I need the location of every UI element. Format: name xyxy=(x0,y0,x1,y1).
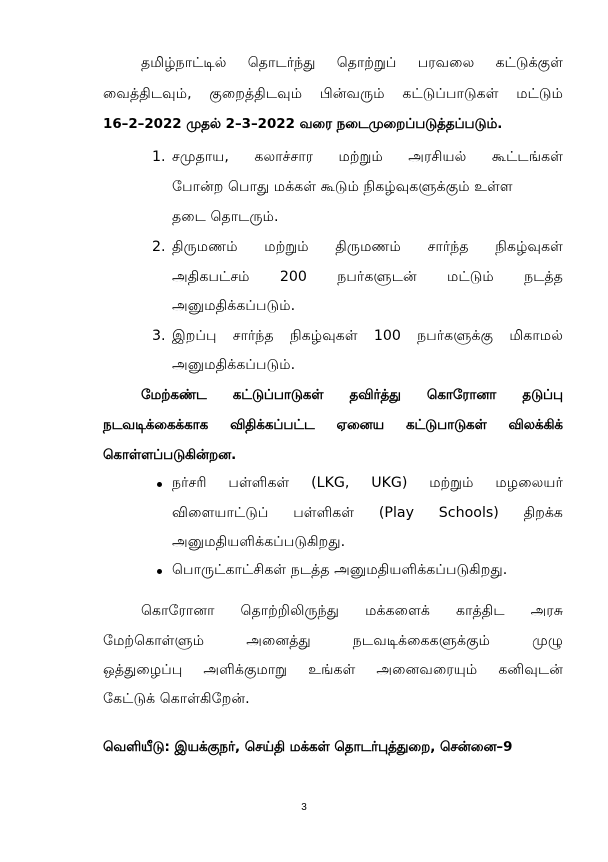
relaxation-line-3: கொள்ளப்படுகின்றன. xyxy=(103,448,237,463)
item-3-line-2: அனுமதிக்கப்படும். xyxy=(172,357,296,373)
intro-line-2: வைத்திடவும், குறைத்திடவும் பின்வரும் கட்டுப்பாடுகள் மட்டும் xyxy=(103,86,563,102)
bullet-1-dot xyxy=(157,482,162,487)
item-1-line-1: சமுதாய, கலாச்சார மற்றும் அரசியல் கூட்டங்கள் xyxy=(172,149,563,165)
item-1-line-2: போன்ற பொது மக்கள் கூடும் நிகழ்வுகளுக்கும் உள்ள xyxy=(172,179,513,195)
bullet-2-line-1: பொருட்காட்சிகள் நடத்த அனுமதியளிக்கப்படுகிறது. xyxy=(172,562,508,578)
appeal-line-2: மேற்கொள்ளும் அனைத்து நடவடிக்கைகளுக்கும் முழு xyxy=(103,633,563,649)
bullet-1-line-3: அனுமதியளிக்கப்படுகிறது. xyxy=(172,534,346,550)
appeal-line-1: கொரோனா தொற்றிலிருந்து மக்களைக் காத்திட அரசு xyxy=(141,603,563,619)
appeal-line-3: ஒத்துழைப்பு அளிக்குமாறு உங்கள் அனைவரையும் கனிவுடன் xyxy=(103,662,563,678)
intro-line-3-dates: 16–2–2022 முதல் 2–3–2022 வரை நடைமுறைப்படுத்தப்படும். xyxy=(103,117,503,132)
item-2-line-2: அதிகபட்சம் 200 நபர்களுடன் மட்டும் நடத்த xyxy=(172,269,563,285)
appeal-line-4: கேட்டுக் கொள்கிறேன். xyxy=(103,691,250,707)
item-2-line-3: அனுமதிக்கப்படும். xyxy=(172,298,296,314)
intro-line-1: தமிழ்நாட்டில் தொடர்ந்து தொற்றுப் பரவலை கட்டுக்குள் xyxy=(141,55,563,71)
page-number: 3 xyxy=(301,802,307,813)
item-3-number: 3. xyxy=(152,328,166,344)
bullet-2-dot xyxy=(157,569,162,574)
item-3-line-1: இறப்பு சார்ந்த நிகழ்வுகள் 100 நபர்களுக்கு மிகாமல் xyxy=(172,328,563,344)
bullet-1-line-1: நர்சரி பள்ளிகள் (LKG, UKG) மற்றும் மழலையர் xyxy=(172,475,563,491)
item-1-number: 1. xyxy=(152,149,166,165)
item-1-line-3: தடை தொடரும். xyxy=(172,209,279,225)
item-2-number: 2. xyxy=(152,239,166,255)
bullet-1-line-2: விளையாட்டுப் பள்ளிகள் (Play Schools) திறக்க xyxy=(172,505,563,521)
issued-by-line: வெளியீடு: இயக்குநர், செய்தி மக்கள் தொடர்புத்துறை, சென்னை–9 xyxy=(103,740,513,755)
relaxation-line-2: நடவடிக்கைக்காக விதிக்கப்பட்ட ஏனைய கட்டுபாடுகள் விலக்கிக் xyxy=(103,418,563,433)
item-2-line-1: திருமணம் மற்றும் திருமணம் சார்ந்த நிகழ்வுகள் xyxy=(172,239,563,255)
relaxation-line-1: மேற்கண்ட கட்டுப்பாடுகள் தவிர்த்து கொரோனா தடுப்பு xyxy=(141,388,563,403)
